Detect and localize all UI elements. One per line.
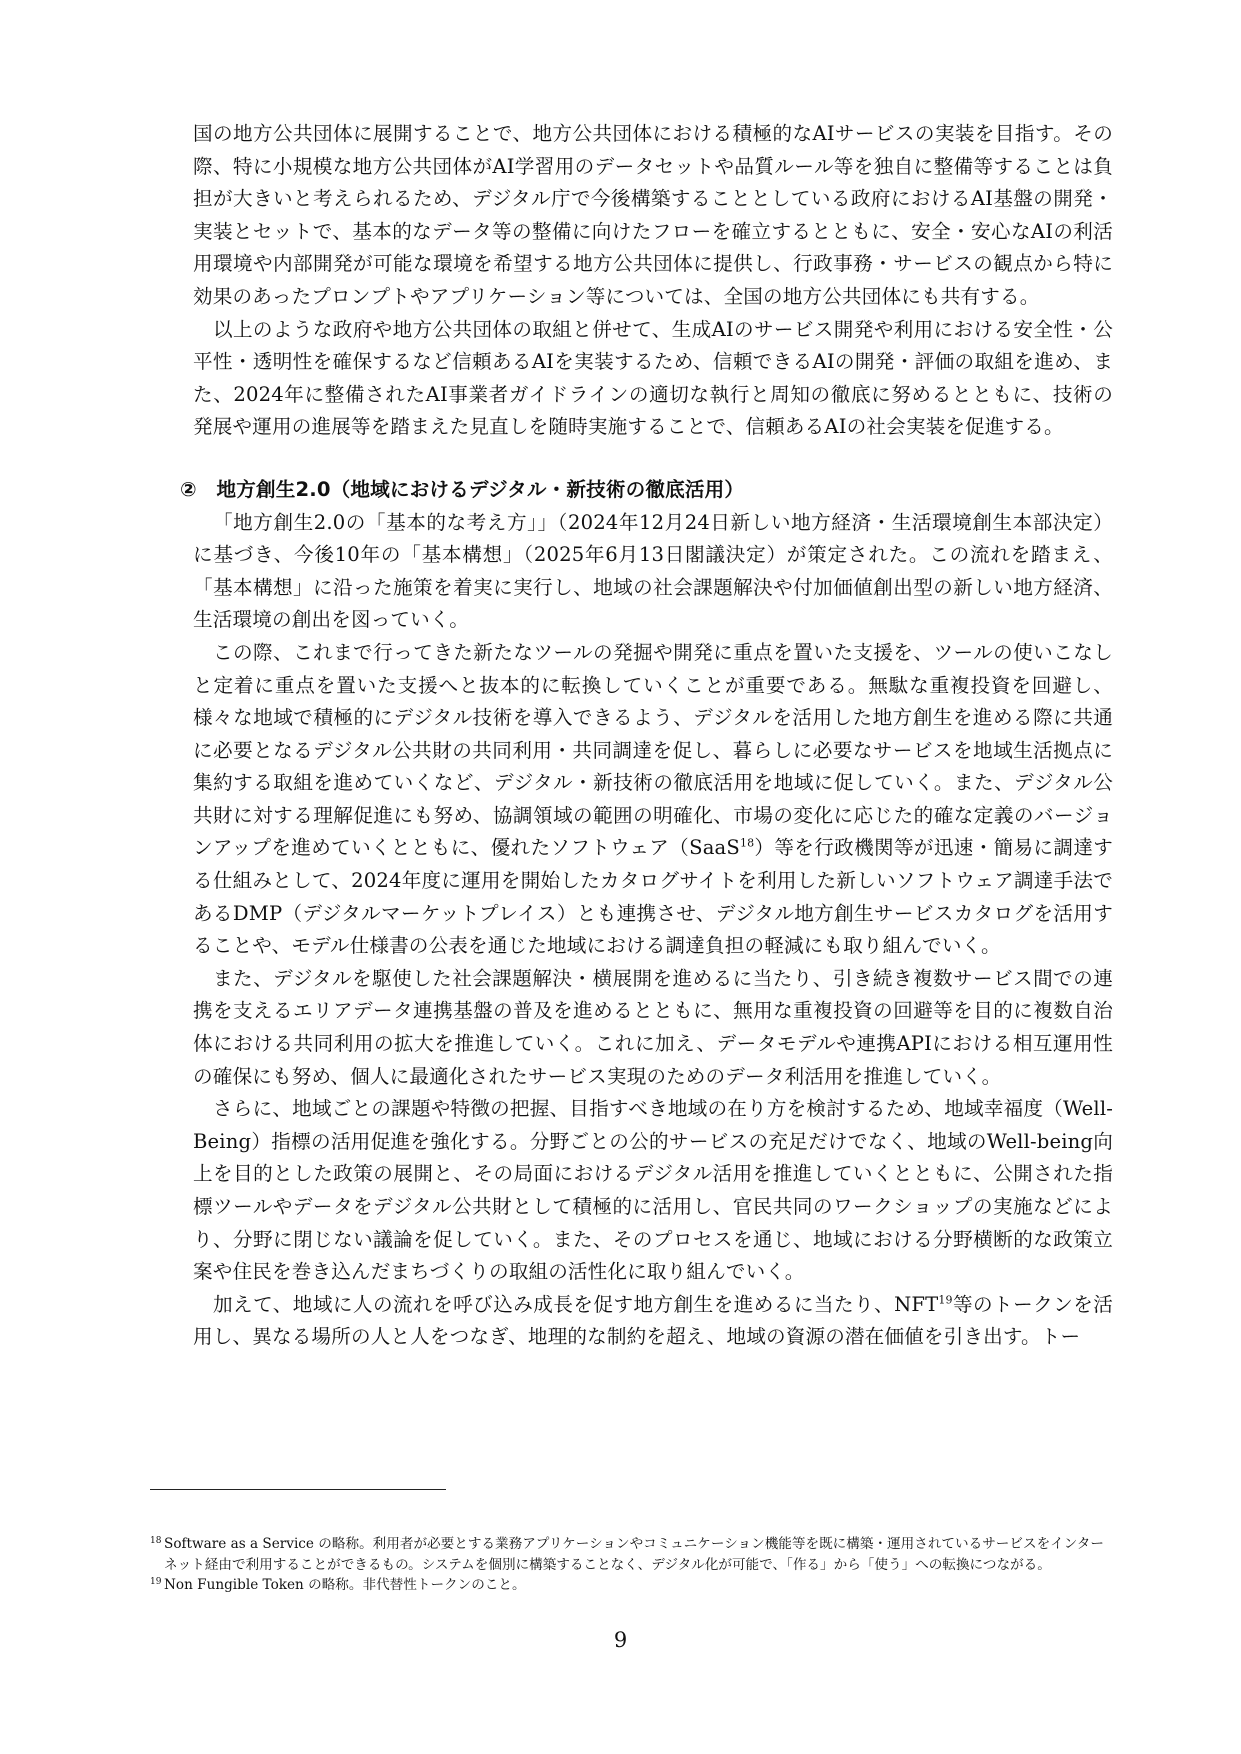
footnote-number: 19 [150,1577,162,1587]
footnote-19 [150,1575,1115,1596]
continuation-paragraph: 国の地方公共団体に展開することで、地方公共団体における積極的なAIサービスの実装を目指す。その際、特に小規模な地方公共団体がAI学習用のデータセットや品質ルール等を独自に整備等することは負担が大きいと考えられるため、デジタル庁で今後構築することとしている政府におけるAI基盤の開発・実装とセットで、基本的なデータ等の整備に向けたフローを確立するとともに、安全・安心なAIの利活用環境や内部開発が可能な環境を希望する地方公共団体に提供し、行政事務・サービスの観点から特に効果のあったプロンプトやアプリケーション等については、全国の地方公共団体にも共有する。 [193,122,1113,308]
body-paragraph [193,1289,1113,1354]
footnote-ref-19[interactable]: 19 [938,1293,953,1307]
page-number: 9 [613,1628,628,1652]
footnote-separator [150,1489,446,1490]
paragraph-text: 等のトークンを活用し、異なる場所の人と人をつなぎ、地理的な制約を超え、地域の資源の潜在価値を引き出す。トー [193,1292,1114,1349]
body-paragraph: 以上のような政府や地方公共団体の取組と併せて、生成AIのサービス開発や利用における安全性・公平性・透明性を確保するなど信頼あるAIを実装するため、信頼できるAIの開発・評価の取組を進め、また、2024年に整備されたAI事業者ガイドラインの適切な執行と周知の徹底に努めるとともに、技術の発展や運用の進展等を踏まえた見直しを随時実施することで、信頼あるAIの社会実装を促進する。 [193,317,1113,439]
footnote-text: Non Fungible Token の略称。非代替性トークンのこと。 [164,1577,526,1593]
body-paragraph: さらに、地域ごとの課題や特徴の把握、目指すべき地域の在り方を検討するため、地域幸福度（Well-Being）指標の活用促進を強化する。分野ごとの公的サービスの充足だけでなく、地域のWell-being向上を目的とした政策の展開と、その局面におけるデジタル活用を推進していくとともに、公開された指標ツールやデータをデジタル公共財として積極的に活用し、官民共同のワークショップの実施などにより、分野に閉じない議論を促していく。また、そのプロセスを通じ、地域における分野横断的な政策立案や住民を巻き込んだまちづくりの取組の活性化に取り組んでいく。 [193,1097,1113,1284]
footnotes [150,1534,1115,1596]
body-paragraph [193,637,1113,963]
footnote-text: Software as a Service の略称。利用者が必要とする業務アプリケーションやコミュニケーション機能等を既に構築・運用されているサービスをインターネット経由で利用することができるもの。システムを個別に構築することなく、デジタル化が可能で、「作る」から「使う」への転換につながる。 [164,1536,1104,1573]
footnote-ref-18[interactable]: 18 [739,836,755,850]
body-paragraph: また、デジタルを駆使した社会課題解決・横展開を進めるに当たり、引き続き複数サービス間での連携を支えるエリアデータ連携基盤の普及を進めるとともに、無用な重複投資の回避等を目的に複数自治体における共同利用の拡大を推進していく。これに加え、データモデルや連携APIにおける相互運用性の確保にも努め、個人に最適化されたサービス実現のためのデータ利活用を推進していく。 [193,966,1113,1088]
main-body [180,118,1114,1354]
footnote-18 [150,1534,1115,1575]
footnote-number: 18 [150,1536,162,1546]
body-paragraph: 「地方創生2.0の「基本的な考え方」」（2024年12月24日新しい地方経済・生活環境創生本部決定）に基づき、今後10年の「基本構想」（2025年6月13日閣議決定）が策定された。この流れを踏まえ、「基本構想」に沿った施策を着実に実行し、地域の社会課題解決や付加価値創出型の新しい地方経済、生活環境の創出を図っていく。 [193,510,1113,632]
paragraph-text: 加えて、地域に人の流れを呼び込み成長を促す地方創生を進めるに当たり、NFT [213,1292,939,1316]
paragraph-text: ）等を行政機関等が迅速・簡易に調達する仕組みとして、2024年度に運用を開始したカタログサイトを利用した新しいソフトウェア調達手法であるDMP（デジタルマーケットプレイス）とも連携させ、デジタル地方創生サービスカタログを活用することや、モデル仕様書の公表を通じた地域における調達負担の軽減にも取り組んでいく。 [193,836,1114,958]
paragraph-text: この際、これまで行ってきた新たなツールの発掘や開発に重点を置いた支援を、ツールの使いこなしと定着に重点を置いた支援へと抜本的に転換していくことが重要である。無駄な重複投資を回避し、様々な地域で積極的にデジタル技術を導入できるよう、デジタルを活用した地方創生を進める際に共通に必要となるデジタル公共財の共同利用・共同調達を促し、暮らしに必要なサービスを地域生活拠点に集約する取組を進めていくなど、デジタル・新技術の徹底活用を地域に促していく。また、デジタル公共財に対する理解促進にも努め、協調領域の範囲の明確化、市場の変化に応じた的確な定義のバージョンアップを進めていくとともに、優れたソフトウェア（SaaS [193,640,1113,860]
section-heading: ② 地方創生2.0（地域におけるデジタル・新技術の徹底活用） [180,477,745,501]
